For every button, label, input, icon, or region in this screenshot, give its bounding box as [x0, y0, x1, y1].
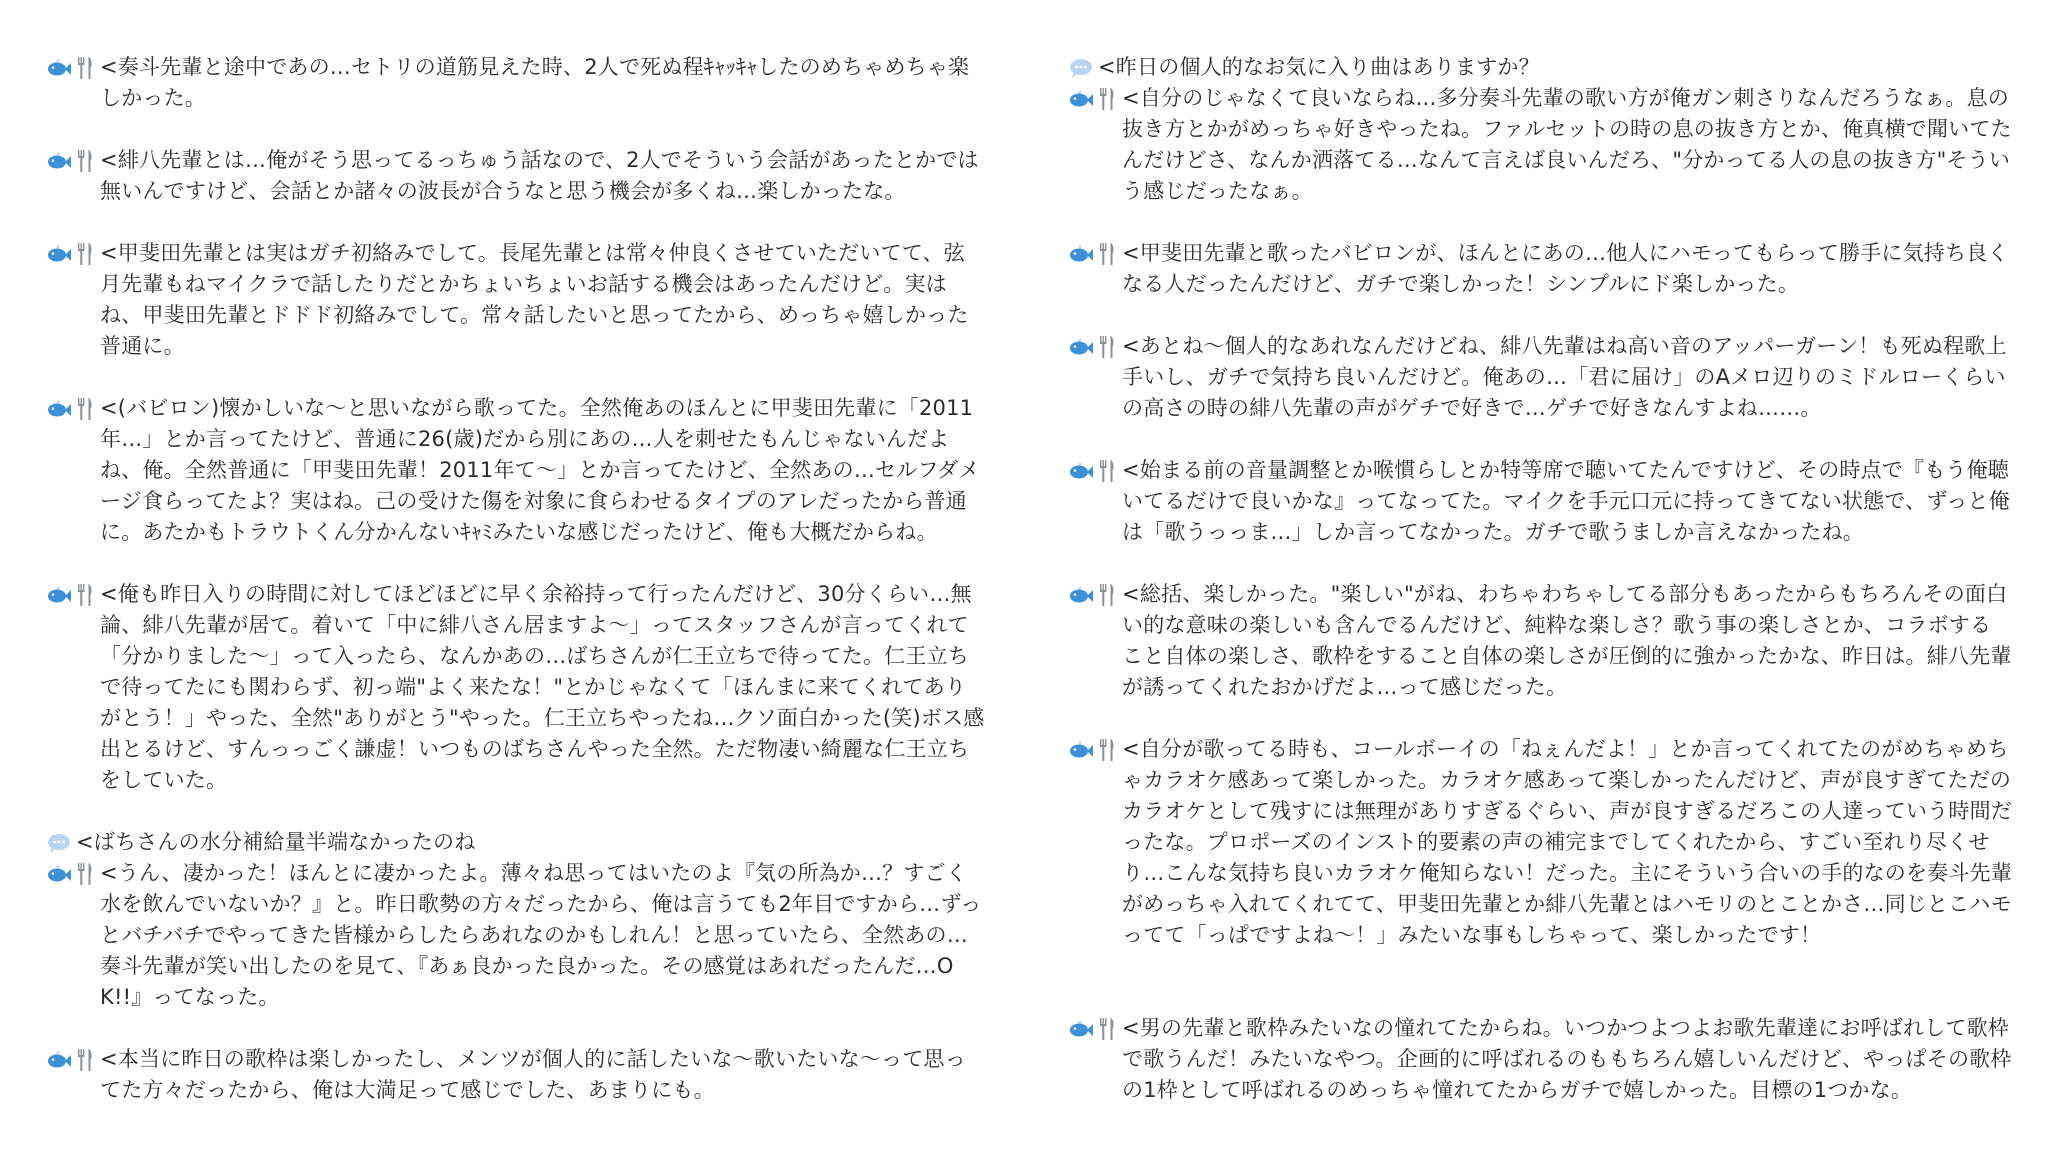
- fish-cutlery-icon-group: [46, 858, 98, 889]
- fork-knife-icon: [74, 583, 96, 607]
- entry-text: <ばちさんの水分補給量半端なかったのね: [76, 830, 476, 854]
- fish-cutlery-icon-group: [46, 1044, 98, 1075]
- fish-icon: [1068, 1018, 1094, 1040]
- entry-text: <俺も昨日入りの時間に対してほどほどに早く余裕持って行ったんだけど、30分くらい…無論、緋八先輩が居て。着いて「中に緋八さん居ますよ〜」ってスタッフさんが言ってくれて「分かりました〜」って入ったら、なんかあの…ばちさんが仁王立ちで待ってた。仁王立ちで待ってたにも関わらず、初っ端"よく来たな！"とかじゃなくて「ほんまに来てくれてありがとう！」やった、全然"ありがとう"やった。仁王立ちやったね…クソ面白かった(笑)ボス感出とるけど、すんっっごく謙虚！いつものばちさんやった全然。ただ物凄い綺麗な仁王立ちをしていた。: [100, 582, 985, 792]
- answer-entry: [1068, 734, 2012, 951]
- fork-knife-icon: [74, 862, 96, 886]
- fish-cutlery-icon-group: [46, 579, 98, 610]
- fish-cutlery-icon-group: [1068, 455, 1120, 486]
- answer-entry: [46, 393, 986, 548]
- entry-text: <あとね〜個人的なあれなんだけどね、緋八先輩はね高い音のアッパーガーン！も死ぬ程歌上手いし、ガチで気持ち良いんだけど。俺あの…「君に届け」のAメロ辺りのミドルローくらいの高さの時の緋八先輩の声がゲチで好きで…ゲチで好きなんすよね……。: [1122, 334, 2007, 420]
- fish-cutlery-icon-group: [1068, 579, 1120, 610]
- fork-knife-icon: [74, 397, 96, 421]
- entry-text: <男の先輩と歌枠みたいなの憧れてたからね。いつかつよつよお歌先輩達にお呼ばれして歌枠で歌うんだ！みたいなやつ。企画的に呼ばれるのももちろん嬉しいんだけど、やっぱその歌枠の1枠として呼ばれるのめっちゃ憧れてたからガチで嬉しかった。目標の1つかな。: [1122, 1016, 2012, 1102]
- entry-text: <(バビロン)懐かしいな〜と思いながら歌ってた。全然俺あのほんとに甲斐田先輩に「2011年…」とか言ってたけど、普通に26(歳)だから別にあの…人を刺せたもんじゃないんだよね、俺。全然普通に「甲斐田先輩！2011年て〜」とか言ってたけど、全然あの…セルフダメージ食らってたよ？実はね。己の受けた傷を対象に食らわせるタイプのアレだったから普通に。あたかもトラウトくん分かんないｷｬﾐみたいな感じだったけど、俺も大概だからね。: [100, 396, 980, 544]
- fork-knife-icon: [74, 149, 96, 173]
- answer-entry: [1068, 331, 2012, 424]
- fish-icon: [1068, 460, 1094, 482]
- entry-text: <昨日の個人的なお気に入り曲はありますか？: [1098, 55, 1540, 79]
- answer-entry: [1068, 455, 2012, 548]
- answer-entry: [1068, 1013, 2012, 1106]
- fork-knife-icon: [1096, 242, 1118, 266]
- speech-bubble-icon: [46, 832, 72, 854]
- fork-knife-icon: [74, 1048, 96, 1072]
- question-entry: [46, 827, 986, 858]
- fish-icon: [46, 57, 72, 79]
- entry-text: <自分が歌ってる時も、コールボーイの「ねぇんだよ！」とか言ってくれてたのがめちゃめちゃカラオケ感あって楽しかった。カラオケ感あって楽しかったんだけど、声が良すぎてただのカラオケとして残すには無理がありすぎるぐらい、声が良すぎるだろこの人達っていう時間だったな。プロポーズのインスト的要素の声の補完までしてくれたから、すごい至れり尽くせり…こんな気持ち良いカラオケ俺知らない！だった。主にそういう合いの手的なのを奏斗先輩がめっちゃ入れてくれてて、甲斐田先輩とか緋八先輩とはハモリのとことかさ…同じとこハモってて「っぱですよね〜！」みたいな事もしちゃって、楽しかったです！: [1122, 737, 2012, 947]
- entry-text: <甲斐田先輩とは実はガチ初絡みでして。長尾先輩とは常々仲良くさせていただいてて、弦月先輩もねマイクラで話したりだとかちょいちょいお話する機会はあったんだけど。実はね、甲斐田先輩とドドド初絡みでして。常々話したいと思ってたから、めっちゃ嬉しかった普通に。: [100, 241, 969, 358]
- answer-entry: [46, 52, 986, 114]
- fish-cutlery-icon-group: [46, 393, 98, 424]
- answer-entry: [1068, 579, 2012, 703]
- answer-entry: [1068, 238, 2012, 300]
- fish-icon: [46, 584, 72, 606]
- speech-bubble-icon-group: [1068, 52, 1096, 83]
- entry-text: <始まる前の音量調整とか喉慣らしとか特等席で聴いてたんですけど、その時点で『もう俺聴いてるだけで良いかな』ってなってた。マイクを手元口元に持ってきてない状態で、ずっと俺は「歌うっっま…」しか言ってなかった。ガチで歌うましか言えなかったね。: [1122, 458, 2010, 544]
- entry-text: <うん、凄かった！ほんとに凄かったよ。薄々ね思ってはいたのよ『気の所為か…？すごく水を飲んでいないか？』と。昨日歌勢の方々だったから、俺は言うても2年目ですから…ずっとバチバチでやってきた皆様からしたらあれなのかもしれん！と思っていたら、全然あの…奏斗先輩が笑い出したのを見て、『あぁ良かった良かった。その感覚はあれだったんだ…OK!!』ってなった。: [100, 861, 982, 1009]
- entry-text: <本当に昨日の歌枠は楽しかったし、メンツが個人的に話したいな〜歌いたいな〜って思ってた方々だったから、俺は大満足って感じでした、あまりにも。: [100, 1047, 966, 1102]
- fish-icon: [1068, 739, 1094, 761]
- right-column: [1068, 52, 2012, 1106]
- fork-knife-icon: [1096, 87, 1118, 111]
- fish-icon: [46, 243, 72, 265]
- fork-knife-icon: [74, 56, 96, 80]
- fork-knife-icon: [1096, 335, 1118, 359]
- question-entry: [1068, 52, 2012, 83]
- fish-cutlery-icon-group: [46, 52, 98, 83]
- fork-knife-icon: [1096, 738, 1118, 762]
- entry-text: <甲斐田先輩と歌ったバビロンが、ほんとにあの…他人にハモってもらって勝手に気持ち良くなる人だったんだけど、ガチで楽しかった！シンプルにド楽しかった。: [1122, 241, 2009, 296]
- fish-cutlery-icon-group: [1068, 1013, 1120, 1044]
- fish-icon: [1068, 584, 1094, 606]
- fish-icon: [1068, 336, 1094, 358]
- answer-entry: [46, 145, 986, 207]
- answer-entry: [1068, 83, 2012, 207]
- fish-icon: [1068, 243, 1094, 265]
- entry-text: <緋八先輩とは…俺がそう思ってるっちゅう話なので、2人でそういう会話があったとかでは無いんですけど、会話とか諸々の波長が合うなと思う機会が多くね…楽しかったな。: [100, 148, 979, 203]
- left-column: [46, 52, 986, 1106]
- answer-entry: [46, 1044, 986, 1106]
- fish-icon: [1068, 88, 1094, 110]
- fish-cutlery-icon-group: [1068, 238, 1120, 269]
- fish-icon: [46, 150, 72, 172]
- entry-text: <自分のじゃなくて良いならね…多分奏斗先輩の歌い方が俺ガン刺さりなんだろうなぁ。息の抜き方とかがめっちゃ好きやったね。ファルセットの時の息の抜き方とか、俺真横で聞いてたんだけどさ、なんか洒落てる…なんて言えば良いんだろ、"分かってる人の息の抜き方"そういう感じだったなぁ。: [1122, 86, 2012, 203]
- speech-bubble-icon: [1068, 57, 1094, 79]
- fish-cutlery-icon-group: [46, 145, 98, 176]
- fork-knife-icon: [1096, 583, 1118, 607]
- fork-knife-icon: [1096, 1017, 1118, 1041]
- fish-cutlery-icon-group: [46, 238, 98, 269]
- fish-icon: [46, 863, 72, 885]
- fork-knife-icon: [74, 242, 96, 266]
- fish-cutlery-icon-group: [1068, 83, 1120, 114]
- fish-icon: [46, 1049, 72, 1071]
- answer-entry: [46, 579, 986, 796]
- fish-cutlery-icon-group: [1068, 734, 1120, 765]
- entry-text: <奏斗先輩と途中であの…セトリの道筋見えた時、2人で死ぬ程ｷｬｯｷｬしたのめちゃめちゃ楽しかった。: [100, 55, 970, 110]
- fish-icon: [46, 398, 72, 420]
- speech-bubble-icon-group: [46, 827, 74, 858]
- entry-text: <総括、楽しかった。"楽しい"がね、わちゃわちゃしてる部分もあったからもちろんその面白い的な意味の楽しいも含んでるんだけど、純粋な楽しさ？歌う事の楽しさとか、コラボすること自体の楽しさ、歌枠をすること自体の楽しさが圧倒的に強かったかな、昨日は。緋八先輩が誘ってくれたおかげだよ…って感じだった。: [1122, 582, 2012, 699]
- answer-entry: [46, 238, 986, 362]
- fish-cutlery-icon-group: [1068, 331, 1120, 362]
- fork-knife-icon: [1096, 459, 1118, 483]
- answer-entry: [46, 858, 986, 1013]
